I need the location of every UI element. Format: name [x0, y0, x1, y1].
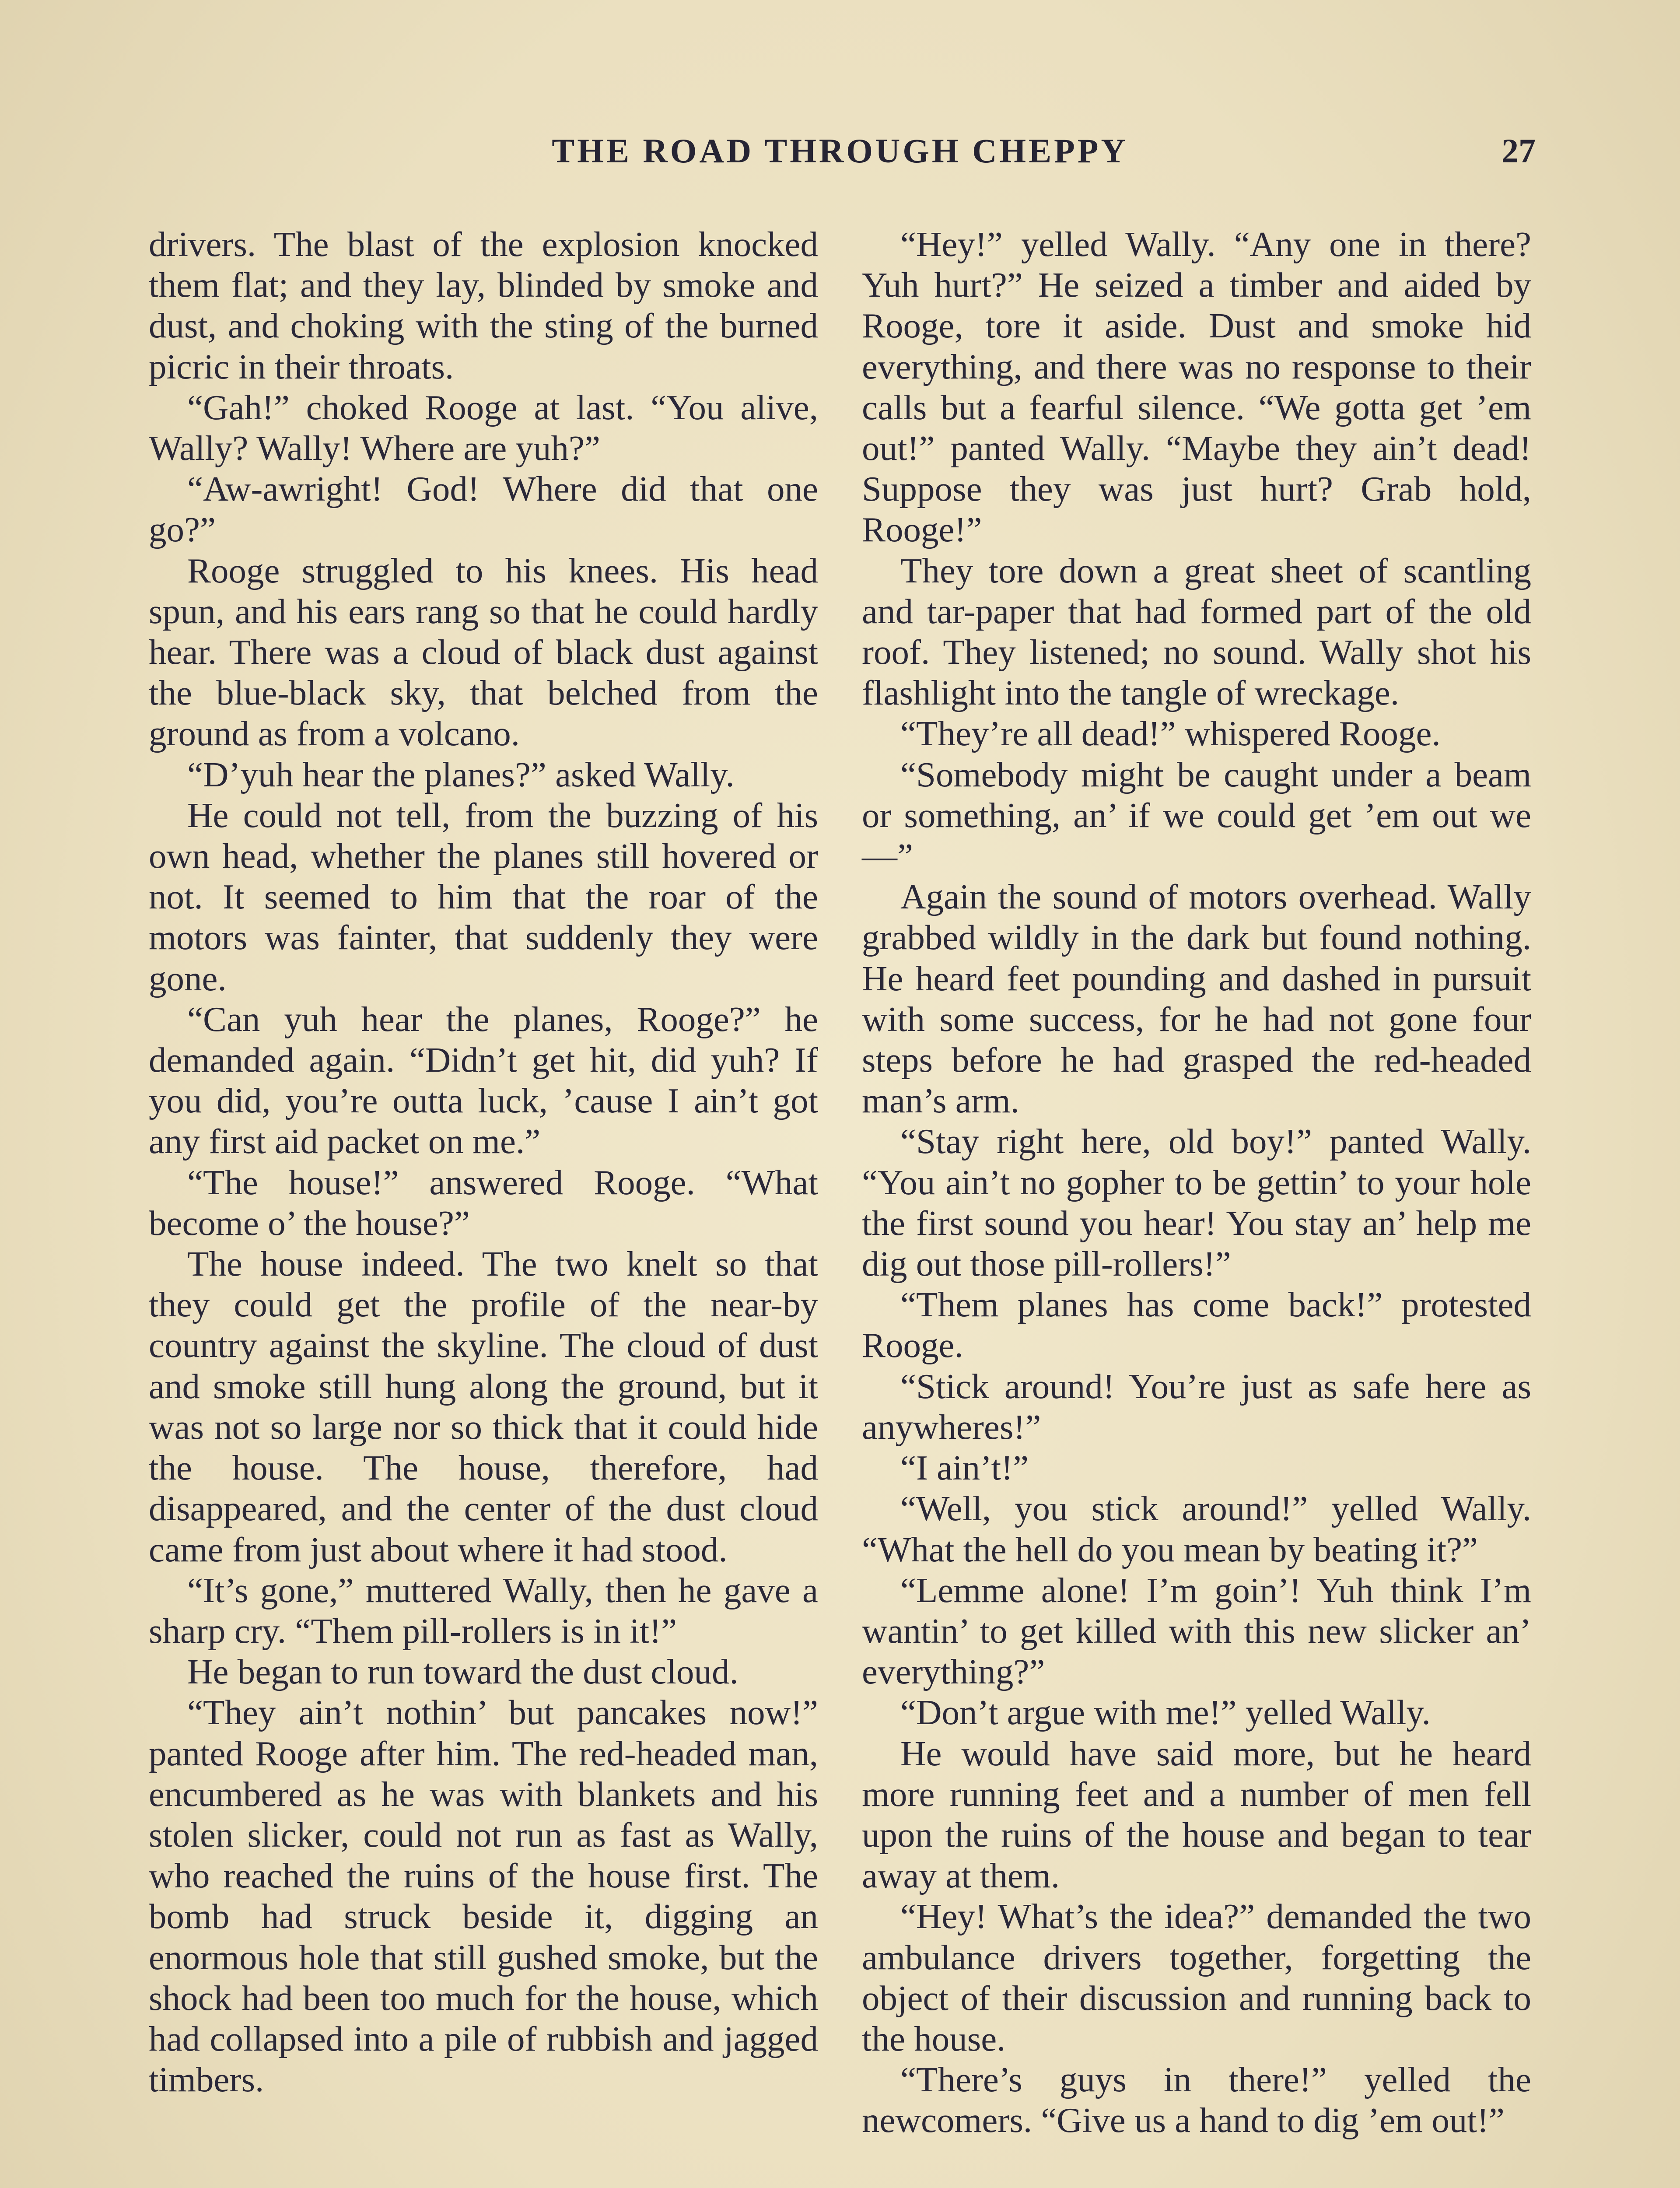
paragraph: “Lemme alone! I’m goin’! Yuh think I’m wantin’ to get killed with this new slicker an’ everything?” — [862, 1570, 1531, 1692]
paragraph: “Stay right here, old boy!” panted Wally. “You ain’t no gopher to be gettin’ to your hole the first sound you hear! You stay an’ help me dig out those pill-rollers!” — [862, 1122, 1531, 1284]
paragraph: “They’re all dead!” whispered Rooge. — [900, 714, 1441, 754]
right-text-column — [862, 224, 1531, 2141]
paragraph: “Aw-awright! God! Where did that one go?” — [149, 469, 818, 550]
paragraph: “The house!” answered Rooge. “What become o’ the house?” — [149, 1162, 818, 1243]
paragraph: “They ain’t nothin’ but pancakes now!” panted Rooge after him. The red-headed man, encumbered as he was with blankets and his stolen slicker, could not run as fast as Wally, who reached the ruins of the house first. The bomb had struck beside it, digging an enormous hole that still gushed smoke, but the shock had been too much for the house, which had collapsed into a pile of rubbish and jagged timbers. — [149, 1693, 818, 2100]
paragraph: “I ain’t!” — [900, 1448, 1029, 1488]
paragraph: Again the sound of motors overhead. Wally grabbed wildly in the dark but found nothing. He heard feet pounding and dashed in pursuit with some success, for he had not gone four steps before he had grasped the red-headed man’s arm. — [862, 877, 1531, 1121]
paragraph: Rooge struggled to his knees. His head spun, and his ears rang so that he could hardly hear. There was a cloud of black dust against the blue-black sky, that belched from the ground as from a volcano. — [149, 551, 818, 754]
paragraph: drivers. The blast of the explosion knocked them flat; and they lay, blinded by smoke and dust, and choking with the sting of the burned picric in their throats. — [149, 224, 818, 386]
paragraph: “Stick around! You’re just as safe here as anywheres!” — [862, 1366, 1531, 1447]
paragraph: “There’s guys in there!” yelled the newcomers. “Give us a hand to dig ’em out!” — [862, 2060, 1531, 2140]
paragraph: They tore down a great sheet of scantling and tar-paper that had formed part of the old roof. They listened; no sound. Wally shot his flashlight into the tangle of wreckage. — [862, 551, 1531, 713]
left-text-column — [149, 224, 818, 2100]
page-header — [144, 131, 1536, 184]
paragraph: “It’s gone,” muttered Wally, then he gave a sharp cry. “Them pill-rollers is in it!” — [149, 1570, 818, 1651]
paragraph: He would have said more, but he heard more running feet and a number of men fell upon the ruins of the house and began to tear away at them. — [862, 1733, 1531, 1896]
paragraph: “Gah!” choked Rooge at last. “You alive, Wally? Wally! Where are yuh?” — [149, 387, 818, 468]
paragraph: He began to run toward the dust cloud. — [187, 1652, 738, 1692]
paragraph: “D’yuh hear the planes?” asked Wally. — [187, 754, 735, 794]
paragraph: “Don’t argue with me!” yelled Wally. — [900, 1693, 1431, 1732]
paragraph: “Hey!” yelled Wally. “Any one in there? Yuh hurt?” He seized a timber and aided by Rooge, tore it aside. Dust and smoke hid everything, and there was no response to their calls but a fearful silence. “We gotta get ’em out!” panted Wally. “Maybe they ain’t dead! Suppose they was just hurt? Grab hold, Rooge!” — [862, 224, 1531, 550]
paragraph: “Them planes has come back!” protested Rooge. — [862, 1285, 1531, 1365]
running-title: THE ROAD THROUGH CHEPPY — [552, 132, 1128, 170]
paragraph: The house indeed. The two knelt so that they could get the profile of the near-by country against the skyline. The cloud of dust and smoke still hung along the ground, but it was not so large nor so thick that it could hide the house. The house, therefore, had disappeared, and the center of the dust cloud came from just about where it had stood. — [149, 1244, 818, 1569]
paragraph: “Well, you stick around!” yelled Wally. “What the hell do you mean by beating it?” — [862, 1489, 1531, 1569]
paragraph: He could not tell, from the buzzing of his own head, whether the planes still hovered or not. It seemed to him that the roar of the motors was fainter, that suddenly they were gone. — [149, 795, 818, 998]
paragraph: “Can yuh hear the planes, Rooge?” he demanded again. “Didn’t get hit, did yuh? If you did, you’re outta luck, ’cause I ain’t got any first aid packet on me.” — [149, 999, 818, 1161]
paragraph: “Somebody might be caught under a beam or something, an’ if we could get ’em out we—” — [862, 754, 1531, 876]
page-number: 27 — [1502, 132, 1536, 170]
paragraph: “Hey! What’s the idea?” demanded the two ambulance drivers together, forgetting the object of their discussion and running back to the house. — [862, 1897, 1531, 2058]
